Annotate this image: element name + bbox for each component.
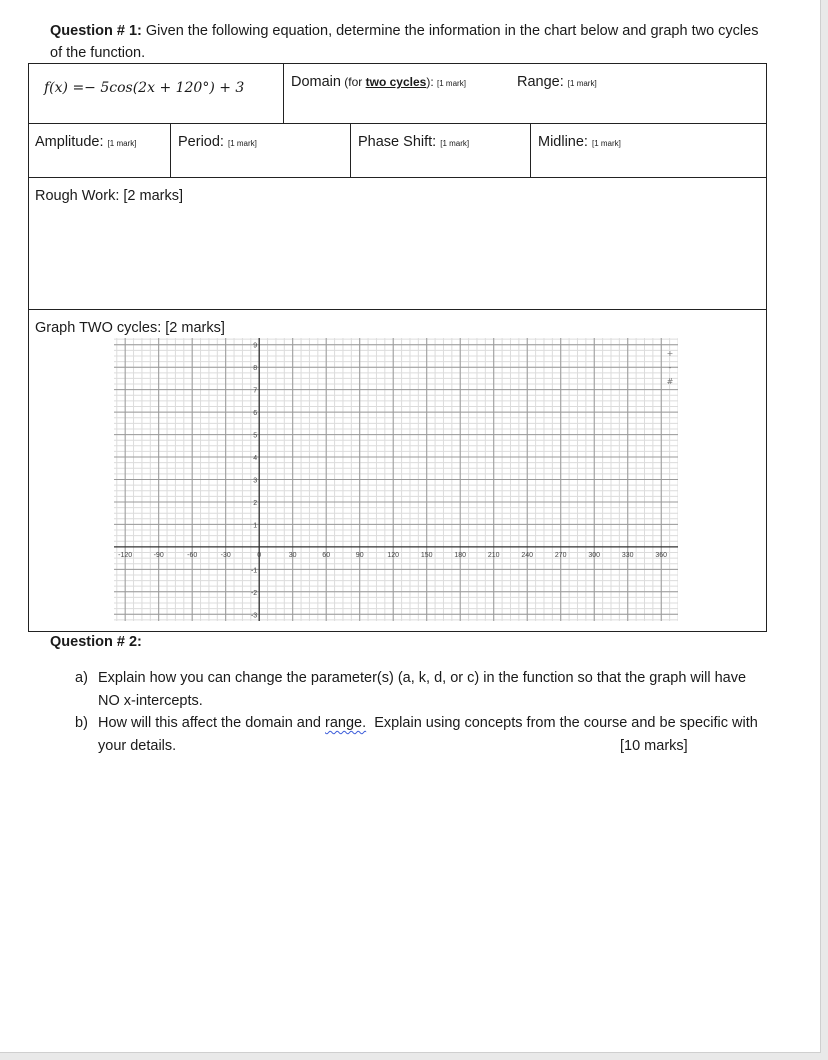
question-2-marks: [10 marks] <box>620 738 688 754</box>
part-b-range-word: range. <box>325 715 367 731</box>
x-tick-label: -120 <box>118 551 133 559</box>
amplitude-title: Amplitude: <box>35 134 108 150</box>
x-tick-label: 150 <box>420 551 433 559</box>
phase-shift-marks: [1 mark] <box>440 139 470 148</box>
phase-shift-cell[interactable] <box>350 123 531 178</box>
part-a-line-1: Explain how you can change the parameter(s) (a, k, d, or c) in the function so that the graph will have <box>98 670 747 686</box>
part-b-line-2: your details. <box>98 738 177 754</box>
y-tick-label: 5 <box>253 432 258 440</box>
y-tick-label: 6 <box>253 410 258 418</box>
question-2-label: Question # 2: <box>50 634 142 650</box>
part-b-line-1c: Explain using concepts from the course and be specific with <box>366 715 758 731</box>
x-tick-label: 240 <box>521 551 534 559</box>
domain-emph: two cycles <box>365 75 427 89</box>
range-label <box>517 74 597 90</box>
rough-work-label: Rough Work: [2 marks] <box>35 188 184 204</box>
y-tick-label: -2 <box>250 589 258 597</box>
part-b-line-1 <box>98 712 788 735</box>
question-1-text: Given the following equation, determine the information in the chart below and graph two cycles of the function. <box>50 23 759 61</box>
x-tick-label: 30 <box>288 551 297 559</box>
graph-label: Graph TWO cycles: [2 marks] <box>35 320 225 336</box>
part-b-line-1a: How will this affect the domain and <box>98 715 326 731</box>
amplitude-marks: [1 mark] <box>107 139 137 148</box>
midline-label <box>538 134 621 150</box>
part-a-marker: a) <box>75 670 88 686</box>
part-a-text <box>98 667 788 713</box>
y-tick-label: 4 <box>253 455 258 463</box>
x-tick-label: 360 <box>655 551 668 559</box>
period-label <box>178 134 257 150</box>
x-tick-label: 300 <box>588 551 601 559</box>
zoom-in-icon[interactable]: + <box>666 349 674 358</box>
period-title: Period: <box>178 134 228 150</box>
domain-pre: (for <box>340 75 366 89</box>
domain-title: Domain <box>291 74 341 90</box>
y-tick-label: 2 <box>253 499 258 507</box>
domain-range-cell[interactable] <box>283 63 767 124</box>
coordinate-grid[interactable] <box>114 338 678 621</box>
rough-work-cell[interactable] <box>28 177 767 310</box>
period-cell[interactable] <box>170 123 351 178</box>
grid-toggle-icon[interactable]: # <box>666 377 674 386</box>
x-tick-label: 330 <box>621 551 634 559</box>
amplitude-label <box>35 134 136 150</box>
domain-label <box>291 74 466 90</box>
x-tick-label: 270 <box>554 551 567 559</box>
y-tick-label: 3 <box>253 477 258 485</box>
graph-area[interactable] <box>114 338 678 621</box>
domain-post: ): <box>426 75 438 89</box>
phase-shift-label <box>358 134 469 150</box>
y-tick-label: 7 <box>253 387 258 395</box>
part-a-line-2: NO x-intercepts. <box>98 693 203 709</box>
midline-title: Midline: <box>538 134 592 150</box>
x-tick-label: -90 <box>153 551 164 559</box>
x-tick-label: 90 <box>355 551 364 559</box>
x-tick-label: 210 <box>487 551 500 559</box>
part-b-marker: b) <box>75 715 88 731</box>
y-tick-label: 8 <box>253 365 258 373</box>
x-tick-label: 180 <box>454 551 467 559</box>
function-equation: f(x) =− 5cos(2x + 120°) + 3 <box>44 80 245 96</box>
range-title: Range: <box>517 74 568 90</box>
function-cell <box>28 63 284 124</box>
y-tick-label: -1 <box>250 567 258 575</box>
y-tick-label: 1 <box>253 522 258 530</box>
x-tick-label: 120 <box>387 551 400 559</box>
x-tick-label: 60 <box>322 551 331 559</box>
amplitude-cell[interactable] <box>28 123 171 178</box>
x-tick-label: 0 <box>257 551 262 559</box>
x-tick-label: -30 <box>220 551 231 559</box>
x-tick-label: -60 <box>187 551 198 559</box>
midline-cell[interactable] <box>530 123 767 178</box>
midline-marks: [1 mark] <box>592 139 621 148</box>
question-1-label: Question # 1: <box>50 23 142 39</box>
question-1-prompt <box>50 20 770 64</box>
period-marks: [1 mark] <box>227 139 257 148</box>
phase-shift-title: Phase Shift: <box>358 134 441 150</box>
y-tick-label: -3 <box>250 612 258 620</box>
zoom-out-icon[interactable]: - <box>668 363 672 372</box>
y-tick-label: 9 <box>253 342 258 350</box>
range-marks: [1 mark] <box>567 79 597 88</box>
domain-marks: [1 mark] <box>437 79 466 88</box>
